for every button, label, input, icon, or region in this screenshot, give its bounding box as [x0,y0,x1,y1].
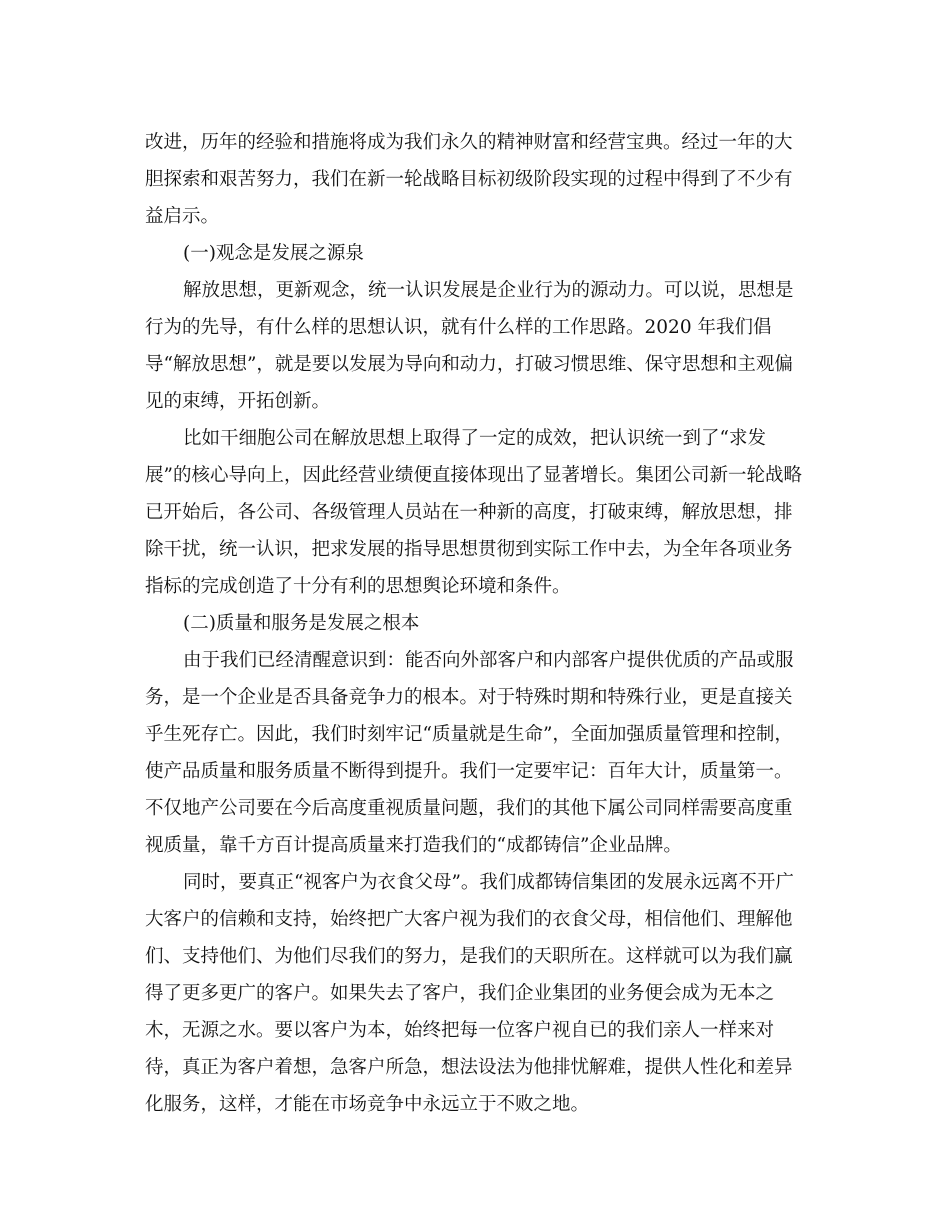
body-line: 使产品质量和服务质量不断得到提升。我们一定要牢记：百年大计，质量第一。 [145,761,793,782]
body-line: 导“解放思想”，就是要以发展为导向和动力，打破习惯思维、保守思想和主观偏 [145,354,793,375]
body-line: 待，真正为客户着想，急客户所急，想法设法为他排忧解难，提供人性化和差异 [145,1057,793,1078]
section-heading: (二)质量和服务是发展之根本 [183,613,420,634]
body-line: 展”的核心导向上，因此经营业绩便直接体现出了显著增长。集团公司新一轮战略 [145,465,802,486]
body-line: 得了更多更广的客户。如果失去了客户，我们企业集团的业务便会成为无本之 [145,983,775,1004]
body-line: 除干扰，统一认识，把求发展的指导思想贯彻到实际工作中去，为全年各项业务 [145,539,793,560]
body-line: 们、支持他们、为他们尽我们的努力，是我们的天职所在。这样就可以为我们赢 [145,946,793,967]
body-line: 益启示。 [145,206,220,227]
body-line: 指标的完成创造了十分有利的思想舆论环境和条件。 [145,576,571,597]
body-line: 乎生死存亡。因此，我们时刻牢记“质量就是生命”，全面加强质量管理和控制， [145,724,793,745]
body-line: 胆探索和艰苦努力，我们在新一轮战略目标初级阶段实现的过程中得到了不少有 [145,169,793,190]
body-line: 同时，要真正“视客户为衣食父母”。我们成都铸信集团的发展永远离不开广 [183,872,794,893]
body-line: 见的束缚，开拓创新。 [145,391,331,412]
body-line: 大客户的信赖和支持，始终把广大客户视为我们的衣食父母，相信他们、理解他 [145,909,793,930]
body-line: 已开始后，各公司、各级管理人员站在一种新的高度，打破束缚，解放思想，排 [145,502,793,523]
body-line: 行为的先导，有什么样的思想认识，就有什么样的工作思路。2020 年我们倡 [145,317,772,338]
body-line: 不仅地产公司要在今后高度重视质量问题，我们的其他下属公司同样需要高度重 [145,798,793,819]
body-line: 比如干细胞公司在解放思想上取得了一定的成效，把认识统一到了“求发 [183,428,766,449]
body-line: 木，无源之水。要以客户为本，始终把每一位客户视自已的我们亲人一样来对 [145,1020,775,1041]
body-line: 务，是一个企业是否具备竞争力的根本。对于特殊时期和特殊行业，更是直接关 [145,687,793,708]
body-line: 视质量，靠千方百计提高质量来打造我们的“成都铸信”企业品牌。 [145,835,682,856]
body-line: 由于我们已经清醒意识到：能否向外部客户和内部客户提供优质的产品或服 [183,650,794,671]
body-line: 改进，历年的经验和措施将成为我们永久的精神财富和经营宝典。经过一年的大 [145,132,793,153]
body-line: 解放思想，更新观念，统一认识发展是企业行为的源动力。可以说，思想是 [183,280,794,301]
body-line: 化服务，这样，才能在市场竞争中永远立于不败之地。 [145,1094,590,1115]
section-heading: (一)观念是发展之源泉 [183,243,364,264]
